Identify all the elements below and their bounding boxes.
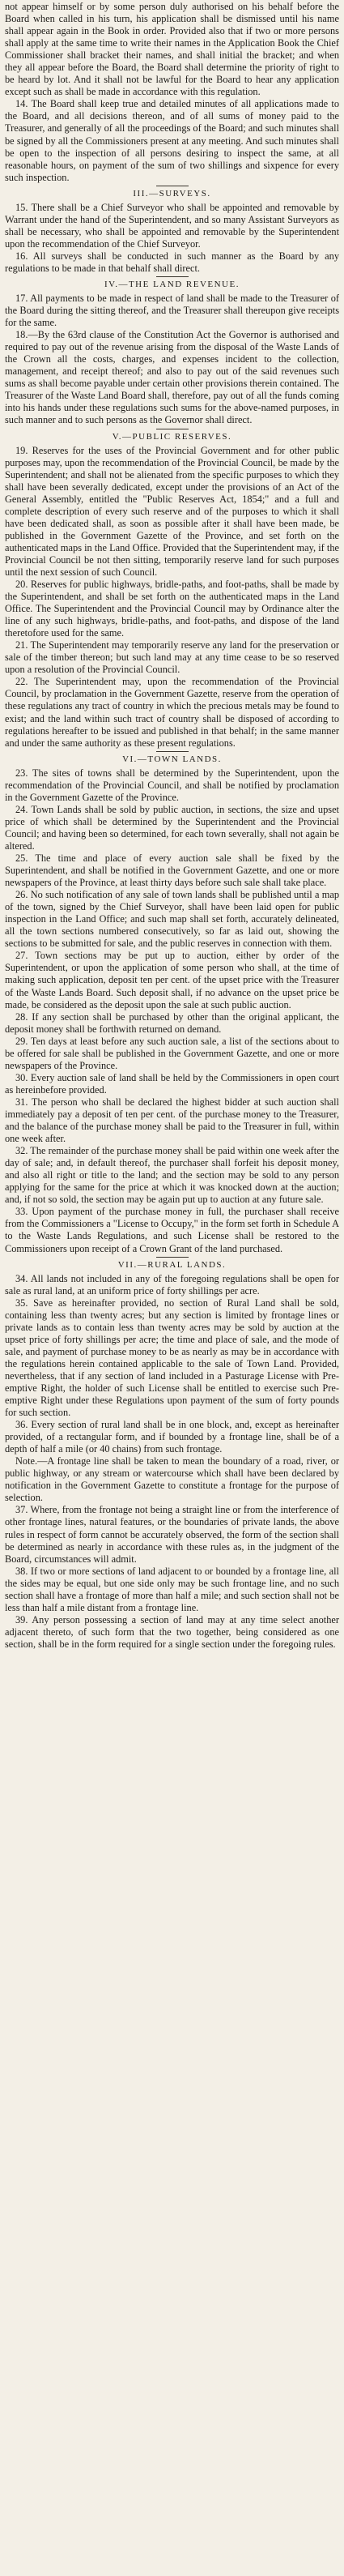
section-heading: III.—SURVEYS. bbox=[133, 188, 211, 199]
regulation-paragraph: 17. All payments to be made in respect of land shall be made to the Treasurer of the Board during the sitting thereof, and the Treasurer shall thereupon give receipts for the same. bbox=[5, 292, 339, 329]
section-heading: VI.—TOWN LANDS. bbox=[122, 754, 222, 764]
section-heading: IV.—THE LAND REVENUE. bbox=[104, 279, 240, 289]
regulation-paragraph: 34. All lands not included in any of the foregoing regulations shall be open for sale as rural land, at an uniform price of forty shillings per acre. bbox=[5, 1272, 339, 1297]
regulation-paragraph: 26. No such notification of any sale of town lands shall be published until a map of the town, signed by the Chief Surveyor, shall have been laid open for public inspection in the Land Office; and such map shall set forth, accurately delineated, all the town sections numbered consecutively, so far as laid out, showing the sections to be submitted for sale, and the public reserves in connection with them. bbox=[5, 889, 339, 950]
section-heading: VII.—RURAL LANDS. bbox=[117, 1259, 227, 1270]
regulation-paragraph: 30. Every auction sale of land shall be held by the Commissioners in open court as hereinbefore provided. bbox=[5, 1071, 339, 1096]
regulation-paragraph: 16. All surveys shall be conducted in such manner as the Board by any regulations to be made in that behalf shall direct. bbox=[5, 250, 339, 274]
regulation-paragraph: 22. The Superintendent may, upon the recommendation of the Provincial Council, by proclamation in the Government Gazette, reserve from the operation of these regulations any tract of country in which the precious metals may be found to exist; and the land within such tract of country shall be disposed of according to regulations hereafter to be issued and published in that behalf; in the same manner and under the same authority as these present regulations. bbox=[5, 676, 339, 749]
regulation-paragraph: 39. Any person possessing a section of land may at any time select another adjacent thereto, of such form that the two together, being considered as one section, shall be in the form required for a single section under the foregoing rules. bbox=[5, 1613, 339, 1650]
regulation-paragraph: 19. Reserves for the uses of the Provincial Government and for other public purposes may, upon the recommendation of the Provincial Council, be made by the Superintendent; and shall not be alienated from the specific purposes to which they shall have been severally dedicated, except under the provisions of an Act of the General Assembly, entitled the "Public Reserves Act, 1854;" and a full and complete description of every such reserve and of the purposes to which it shall have been dedicated shall, as soon as possible after it shall have been made, be published in the Government Gazette of the Province, and set forth on the authenticated maps in the Land Office. Provided that the Superintendent may, if the Provincial Council be not then sitting, temporarily reserve land for such purposes until the next session of such Council. bbox=[5, 444, 339, 578]
section-rule bbox=[156, 751, 189, 752]
regulation-paragraph: 38. If two or more sections of land adjacent to or bounded by a frontage line, all the sides may be equal, but one side only may be such frontage line, and no such section shall have a frontage of more than half a mile; and such section shall not be less than half a mile distant from a frontage line. bbox=[5, 1565, 339, 1613]
section-rule bbox=[156, 1257, 189, 1258]
regulations-column bbox=[5, 1, 339, 1651]
regulation-paragraph: 31. The person who shall be declared the highest bidder at such auction shall immediately pay a deposit of ten per cent. of the purchase money to the Treasurer, and the balance of the purchase money shall be paid to the Treasurer in full, within one week after. bbox=[5, 1096, 339, 1145]
regulation-paragraph: 33. Upon payment of the purchase money in full, the purchaser shall receive from the Commissioners a "License to Occupy," in the form set forth in Schedule A to the Waste Lands Regulations, and such License shall be restored to the Commissioners upon receipt of a Crown Grant of the land purchased. bbox=[5, 1206, 339, 1254]
regulation-paragraph: 35. Save as hereinafter provided, no section of Rural Land shall be sold, containing less than twenty acres; but any section is limited by frontage lines or private lands as to contain less than twenty acres may be sold by auction at the upset price of forty shillings per acre; the time and place of sale, and the mode of sale, and payment of purchase money to be as nearly as may be in accordance with the regulations herein contained applicable to the sale of Town Land. Provided, nevertheless, that if any section of land included in a Pasturage License with Pre-emptive Right, the holder of such License shall be entitled to exercise such Pre-emptive Right under these Regulations upon payment of the sum of forty pounds for such section. bbox=[5, 1297, 339, 1419]
regulation-paragraph: 28. If any section shall be purchased by other than the original applicant, the deposit money shall be forthwith returned on demand. bbox=[5, 1010, 339, 1035]
section-rule bbox=[156, 276, 189, 277]
regulation-paragraph: 25. The time and place of every auction sale shall be fixed by the Superintendent, and shall be notified in the Government Gazette, and one or more newspapers of the Province, at least thirty days before such sale shall take place. bbox=[5, 852, 339, 889]
regulation-paragraph: 32. The remainder of the purchase money shall be paid within one week after the day of sale; and, in default thereof, the purchaser shall forfeit his deposit money, and also all right or title to the land; and the section may be sold to any person applying for the same for the price at which it was knocked down at the auction; and, if not so sold, the section may be again put up to auction at any future sale. bbox=[5, 1145, 339, 1206]
regulation-paragraph: 37. Where, from the frontage not being a straight line or from the interference of other frontage lines, natural features, or the boundaries of private lands, the above rules in respect of form cannot be accurately observed, the form of the section shall be determined as nearly in accordance with these rules as, in the judgment of the Board, circumstances will admit. bbox=[5, 1504, 339, 1565]
note-paragraph: Note.—A frontage line shall be taken to mean the boundary of a road, river, or public highway, or any stream or watercourse which shall have been declared by notification in the Government Gazette to constitute a frontage for the purpose of selection. bbox=[5, 1455, 339, 1504]
regulation-paragraph: 21. The Superintendent may temporarily reserve any land for the preservation or sale of the timber thereon; but such land may at any time cease to be so reserved upon a resolution of the Provincial Council. bbox=[5, 639, 339, 676]
regulation-paragraph: 20. Reserves for public highways, bridle-paths, and foot-paths, shall be made by the Superintendent, and shall be set forth on the authenticated maps in the Land Office. The Superintendent and the Provincial Council may by Ordinance alter the line of any such highways, bridle-paths, and foot-paths, and dispose of the land theretofore used for the same. bbox=[5, 579, 339, 639]
section-heading: V.—PUBLIC RESERVES. bbox=[112, 431, 232, 442]
regulation-paragraph: not appear himself or by some person duly authorised on his behalf before the Board when called in his turn, his application shall be dismissed until his name shall appear again in the Book in order. Provided also that if two or more persons shall apply at the same time to write their names in the Application Book the Chief Commissioner shall bracket their names, and shall initial the bracket; and when they all appear before the Board, the Board shall determine the priority of right to be heard by lot. And it shall not be lawful for the Board to hear any application except such as shall be made in accordance with this regulation. bbox=[5, 1, 339, 98]
regulation-paragraph: 24. Town Lands shall be sold by public auction, in sections, the size and upset price of which shall be determined by the Superintendent and the Provincial Council; and having been so determined, for each town severally, shall not again be altered. bbox=[5, 803, 339, 852]
regulation-paragraph: 27. Town sections may be put up to auction, either by order of the Superintendent, or upon the application of some person who shall, at the time of making such application, deposit ten per cent. of the upset price with the Treasurer of the Waste Lands Board. Such deposit shall, if no advance on the upset price be made, be considered as the deposit upon the sale at such public auction. bbox=[5, 950, 339, 1010]
regulation-paragraph: 18.—By the 63rd clause of the Constitution Act the Governor is authorised and required to pay out of the revenue arising from the disposal of the Waste Lands of the Crown all the costs, charges, and expenses incident to the collection, management, and receipt thereof; and also to pay out of the said revenues such sums as shall become payable under certain other provisions therein contained. The Treasurer of the Waste Land Board shall, therefore, pay out of all the funds coming into his hands under these regulations such sums for the above-named purposes, in such manner and to such persons as the Governor shall direct. bbox=[5, 329, 339, 426]
regulation-paragraph: 15. There shall be a Chief Surveyor who shall be appointed and removable by Warrant under the hand of the Superintendent, and so many Assistant Surveyors as shall be necessary, who shall be appointed and removable by the Superintendent upon the recommendation of the Chief Surveyor. bbox=[5, 201, 339, 250]
regulation-paragraph: 36. Every section of rural land shall be in one block, and, except as hereinafter provided, of a rectangular form, and if bounded by a frontage line, shall be of a depth of half a mile (or 40 chains) from such frontage. bbox=[5, 1419, 339, 1455]
regulation-paragraph: 23. The sites of towns shall be determined by the Superintendent, upon the recommendation of the Provincial Council, and shall be notified by proclamation in the Government Gazette of the Province. bbox=[5, 767, 339, 803]
regulation-paragraph: 29. Ten days at least before any such auction sale, a list of the sections about to be offered for sale shall be published in the Government Gazette, and one or more newspapers of the Province. bbox=[5, 1035, 339, 1071]
regulation-paragraph: 14. The Board shall keep true and detailed minutes of all applications made to the Board, and all decisions thereon, and of all sums of money paid to the Treasurer, and generally of all the proceedings of the Board; and such minutes shall be signed by all the Commissioners present at any meeting. And such minutes shall be open to the inspection of all persons desiring to inspect the same, at all reasonable hours, on payment of the sum of two shillings and sixpence for every such inspection. bbox=[5, 98, 339, 183]
